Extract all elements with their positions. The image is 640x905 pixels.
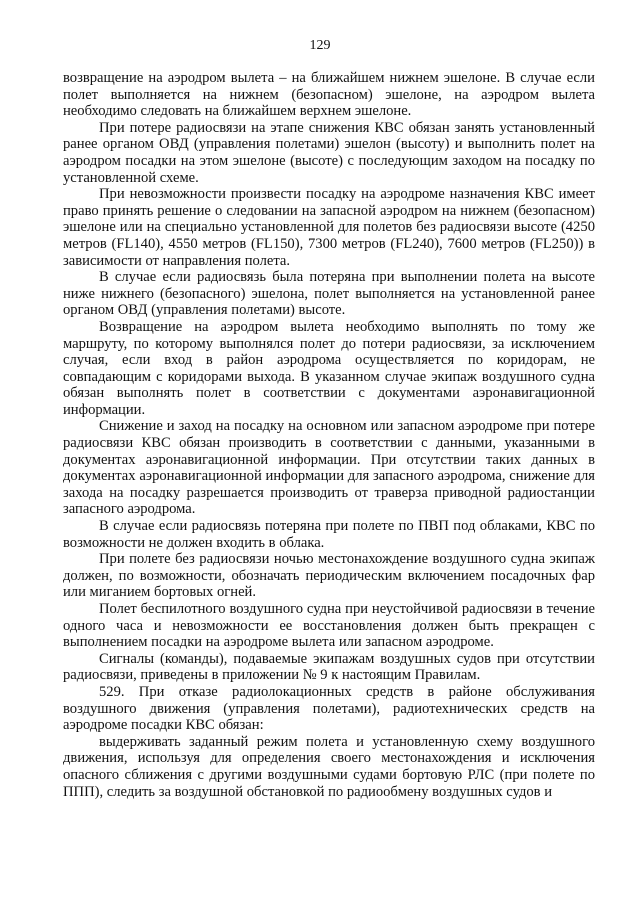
paragraph-3: При невозможности произвести посадку на аэродроме назначения КВС имеет право принять решение о следовании на запасной аэродром на нижнем (безопасном) эшелоне или на специально установленной для полетов без радиосвязи высоте (4250 метров (FL140), 4550 метров (FL150), 7300 метров (FL240), 7600 метров (FL250)) в зависимости от направления полета. <box>63 186 595 269</box>
paragraph-9: Полет беспилотного воздушного судна при неустойчивой радиосвязи в течение одного часа и невозможности ее восстановления должен быть прекращен с выполнением посадки на аэродроме вылета или запасном аэродроме. <box>63 601 595 651</box>
paragraph-6: Снижение и заход на посадку на основном или запасном аэродроме при потере радиосвязи КВС обязан производить в соответствии с данными, указанными в документах аэронавигационной информации. При отсутствии таких данных в документах аэронавигационной информации для запасного аэродрома, снижение для захода на посадку разрешается производить от траверза приводной радиостанции запасного аэродрома. <box>63 418 595 518</box>
paragraph-4: В случае если радиосвязь была потеряна при выполнении полета на высоте ниже нижнего (безопасного) эшелона, полет выполняется на установленной ранее органом ОВД (управления полетами) высоте. <box>63 269 595 319</box>
paragraph-2: При потере радиосвязи на этапе снижения КВС обязан занять установленный ранее органом ОВД (управления полетами) эшелон (высоту) и выполнить полет на аэродром посадки на этом эшелоне (высоте) с последующим заходом на посадку по установленной схеме. <box>63 119 595 186</box>
paragraph-8: При полете без радиосвязи ночью местонахождение воздушного судна экипаж должен, по возможности, обозначать периодическим включением посадочных фар или миганием бортовых огней. <box>63 551 595 601</box>
paragraph-1: возвращение на аэродром вылета – на ближайшем нижнем эшелоне. В случае если полет выполняется на нижнем (безопасном) эшелоне, на аэродром вылета необходимо следовать на ближайшем верхнем эшелоне. <box>63 70 595 120</box>
paragraph-11-item-529: 529. При отказе радиолокационных средств в районе обслуживания воздушного движения (управления полетами), радиотехнических средств на аэродроме посадки КВС обязан: <box>63 683 595 734</box>
paragraph-7: В случае если радиосвязь потеряна при полете по ПВП под облаками, КВС по возможности не должен входить в облака. <box>63 518 595 551</box>
paragraph-10: Сигналы (команды), подаваемые экипажам воздушных судов при отсутствии радиосвязи, приведены в приложении № 9 к настоящим Правилам. <box>63 650 595 684</box>
body-text <box>63 70 595 800</box>
paragraph-12: выдерживать заданный режим полета и установленную схему воздушного движения, используя для определения своего местонахождения и исключения опасного сближения с другими воздушными судами бортовую РЛС (при полете по ППП), следить за воздушной обстановкой по радиообмену воздушных судов и <box>63 733 595 800</box>
paragraph-5: Возвращение на аэродром вылета необходимо выполнять по тому же маршруту, по которому выполнялся полет до потери радиосвязи, за исключением случая, если вход в район аэродрома осуществляется по коридорам, не совпадающим с коридорами выхода. В указанном случае экипаж воздушного судна обязан выполнять полет в соответствии с документами аэронавигационной информации. <box>63 318 595 418</box>
page-number: 129 <box>309 38 331 53</box>
